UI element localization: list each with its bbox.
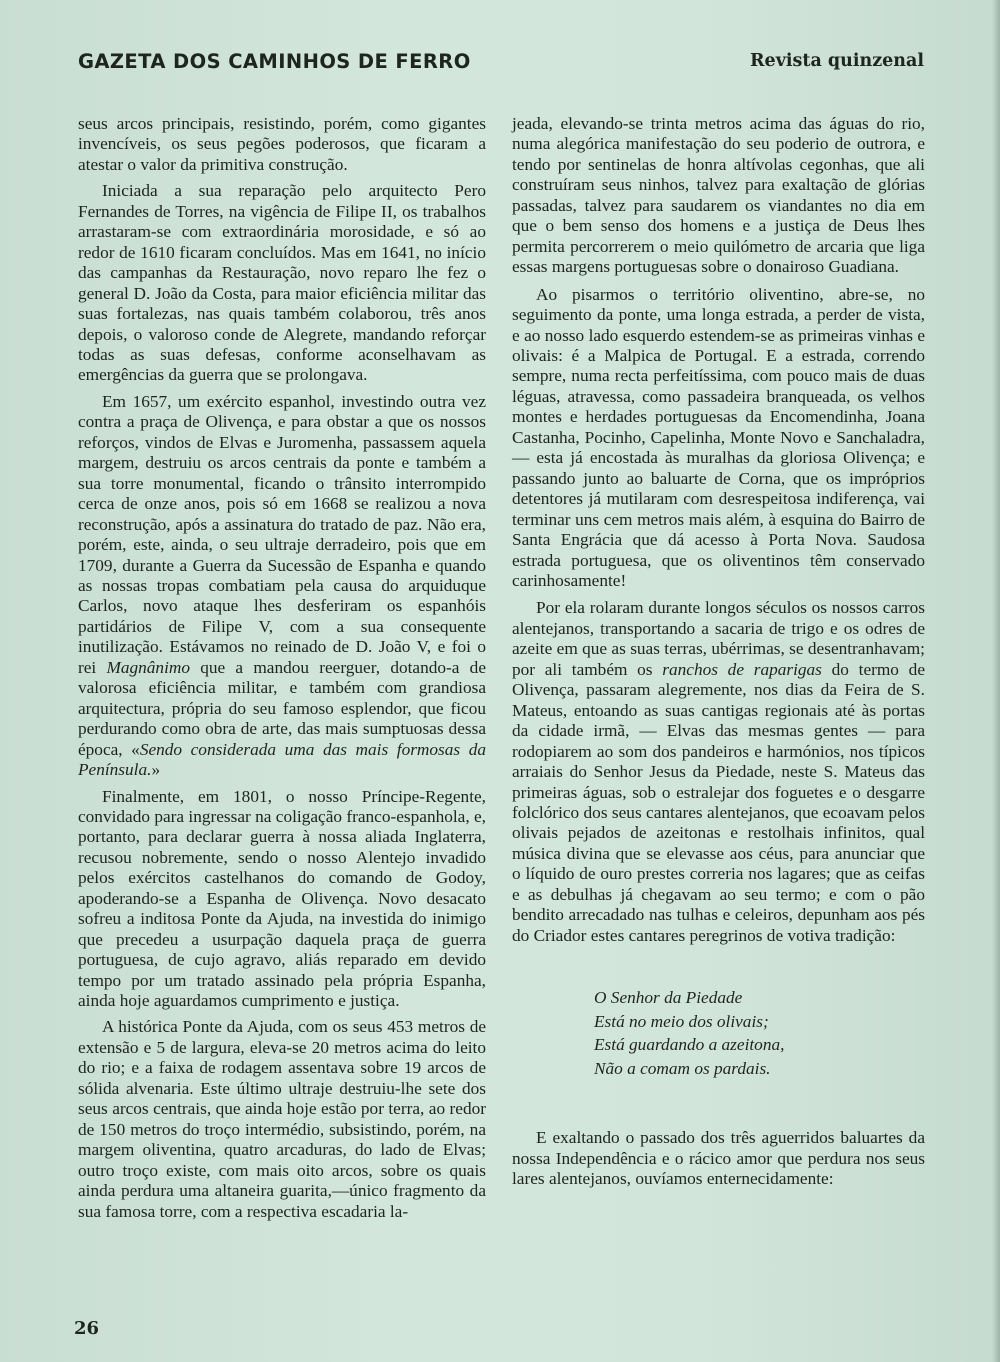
italic-text: ranchos de raparigas — [662, 659, 822, 679]
paragraph: jeada, elevando-se trinta metros acima das águas do rio, numa alegórica manifestação do seu poderio de outrora, e tendo por sentinelas de honra altívolas cegonhas, que ali construíram seus ninhos, talvez para exaltação de glórias passadas, talvez para saudarem os viandantes no dia em que o bem senso dos homens e a justiça de Deus lhes permita percorrerem o meio quilómetro de arcaria que liga essas margens portuguesas sobre o donairoso Guadiana. — [512, 114, 925, 277]
paragraph: Finalmente, em 1801, o nosso Príncipe-Regente, convidado para ingressar na coligação franco-espanhola, e, portanto, para declarar guerra à nossa aliada Inglaterra, recusou nobremente, sendo o nosso Alentejo invadido pelos exércitos castelhanos do comando de Godoy, apoderando-se a Espanha de Olivença. Novo desacato sofreu a inditosa Ponte da Ajuda, na investida do inimigo que precedeu a usurpação daquela praça de guerra portuguesa, de cujo agravo, aliás reparado em devido tempo por um tratado assinado pela própria Espanha, ainda hoje aguardamos cumprimento e justiça. — [78, 786, 486, 1011]
paragraph — [78, 392, 486, 781]
paragraph: Iniciada a sua reparação pelo arquitecto Pero Fernandes de Torres, na vigência de Filipe II, os trabalhos arrastaram-se com extraordinária morosidade, e só ao redor de 1610 ficaram concluídos. Mas em 1641, no início das campanhas da Restauração, novo reparo lhe fez o general D. João da Costa, para maior eficiência militar das suas fortalezas, nas quais também colaborou, três anos depois, o valoroso conde de Alegrete, mandando reforçar todas as suas defesas, conforme aconselhavam as emergências da guerra que se prolongava. — [78, 181, 486, 385]
paragraph: E exaltando o passado dos três aguerridos baluartes da nossa Independência e o rácico amor que perdura nos seus lares alentejanos, ouvíamos enternecidamente: — [512, 1128, 925, 1189]
left-column — [78, 114, 486, 1222]
poem-verse — [594, 986, 925, 1080]
poem-line: O Senhor da Piedade — [594, 988, 743, 1008]
running-header — [78, 50, 924, 80]
poem-line: Está guardando a azeitona, — [594, 1035, 785, 1055]
right-column — [512, 114, 925, 1189]
paragraph-text: Por ela rolaram durante longos séculos os nossos carros alentejanos, transportando a sacaria de trigo e os odres de azeite em que as suas terras, ubérrimas, se desentranhavam; por ali também os — [512, 598, 925, 679]
page-number: 26 — [74, 1318, 100, 1339]
poem-line: Está no meio dos olivais; — [594, 1011, 769, 1031]
italic-text: Magnânimo — [106, 657, 190, 677]
italic-quote: Sendo considerada uma das mais formosas da Península. — [78, 739, 486, 780]
paragraph-text: » — [151, 760, 161, 780]
paragraph — [512, 598, 925, 946]
publication-subtitle: Revista quinzenal — [750, 51, 924, 71]
paragraph-text: Em 1657, um exército espanhol, investindo outra vez contra a praça de Olivença, e para obstar a que os nossos reforços, vindos de Elvas e Juromenha, passassem aquela margem, destruiu os arcos centrais da ponte e também a sua torre monumental, ficando o trânsito interrompido cerca de onze anos, pois só em 1668 se realizou a nova reconstrução, após a assinatura do tratado de paz. Não era, porém, este, ainda, o seu ultraje derradeiro, pois que em 1709, durante a Guerra da Sucessão de Espanha e quando as nossas tropas combatiam pela causa do arquiduque Carlos, novo ataque lhes desferiram os espanhóis partidários de Filipe V, com a sua consequente inutilização. Estávamos no reinado de D. João V, e foi o rei — [78, 391, 486, 677]
paragraph: seus arcos principais, resistindo, porém, como gigantes invencíveis, os seus pegões poderosos, que ficaram a atestar o valor da primitiva construção. — [78, 114, 486, 174]
poem-line: Não a comam os pardais. — [594, 1058, 771, 1078]
paragraph-text: do termo de Olivença, passaram alegremente, nos dias da Feira de S. Mateus, entoando as suas cantigas regionais até às portas da cidade irmã, — Elvas das mesmas gentes — para rodopiarem ao som dos pandeiros e harmónios, nos típicos arraiais do Senhor Jesus da Piedade, neste S. Mateus das primeiras águas, sob o estralejar dos foguetes e o desgarre folclórico dos seus cantares alentejanos, que ecoavam pelos olivais pejados de azeitonas e restolhais infinitos, qual música divina que se elevasse aos céus, para anunciar que o líquido de ouro prestes correria nos lagares; que as ceifas e as debulhas já chegavam ao seu termo; e com o pão bendito arrecadado nas tulhas e celeiros, depunham aos pés do Criador estes cantares peregrinos de votiva tradição: — [512, 659, 925, 945]
paragraph: Ao pisarmos o território oliventino, abre-se, no seguimento da ponte, uma longa estrada, a perder de vista, e ao nosso lado esquerdo estendem-se as primeiras vinhas e olivais: é a Malpica de Portugal. E a estrada, correndo sempre, numa recta perfeitíssima, com pouco mais de duas léguas, atravessa, como passadeira branqueada, os velhos montes e herdades portuguesas da Encomendinha, Joana Castanha, Pocinho, Capelinha, Monte Novo e Sanchaladra, — esta já encostada às muralhas da gloriosa Olivença; e passando junto ao baluarte de Corna, que os impróprios detentores já mutilaram com desrespeitosa indiferença, vai terminar uns cem metros mais além, à esquina do Bairro de Santa Engrácia que dá acesso à Porta Nova. Saudosa estrada portuguesa, que os oliventinos têm conservado carinhosamente! — [512, 284, 925, 590]
paragraph-text: que a mandou reerguer, dotando-a de valorosa eficiência militar, e também com grandiosa arquitectura, própria do seu famoso esplendor, que ficou perdurando como obra de arte, das mais sumptuosas dessa época, « — [78, 657, 486, 759]
publication-title: GAZETA DOS CAMINHOS DE FERRO — [78, 50, 471, 73]
page-edge — [992, 0, 1000, 1362]
paragraph: A histórica Ponte da Ajuda, com os seus 453 metros de extensão e 5 de largura, eleva-se 20 metros acima do leito do rio; e a faixa de rodagem assentava sobre 19 arcos de sólida alvenaria. Este último ultraje destruiu-lhe sete dos seus arcos centrais, que ainda hoje estão por terra, ao redor de 150 metros do troço intermédio, subsistindo, porém, na margem oliventina, quatro arcaduras, do lado de Elvas; outro troço existe, com mais oito arcos, sobre os quais ainda perdura uma altaneira guarita,—único fragmento da sua famosa torre, com a respectiva escadaria la- — [78, 1017, 486, 1221]
